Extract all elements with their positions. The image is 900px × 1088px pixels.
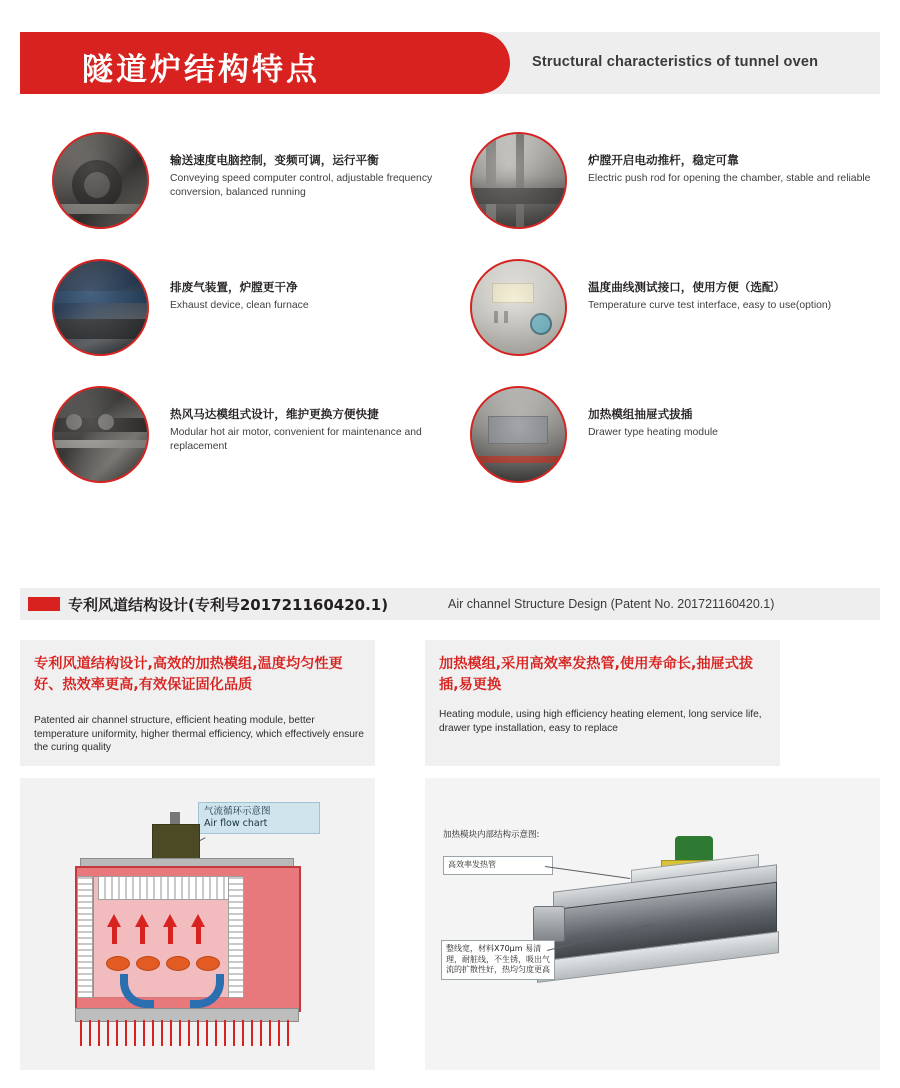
up-arrow-shaft <box>196 926 201 944</box>
up-arrow-head <box>135 914 149 927</box>
feature-item <box>470 386 890 506</box>
feature-text <box>588 279 888 313</box>
feature-photo <box>52 386 149 483</box>
callout-panel-air-channel <box>20 640 375 766</box>
product-item <box>136 956 160 971</box>
product-item <box>106 956 130 971</box>
up-arrow-head <box>107 914 121 927</box>
feature-text-en: Electric push rod for opening the chamber, stable and reliable <box>588 173 871 184</box>
feature-item <box>52 259 472 379</box>
feature-item <box>470 259 890 379</box>
blower-housing <box>533 906 565 942</box>
callout-leader-line <box>545 866 630 879</box>
feature-item <box>52 132 472 252</box>
material-description-label: 整线宽，材料X70μm 易清理，耐脏线，不生锈，吸出气流的扩散性好，热均匀度更高 <box>441 940 555 980</box>
page-title-cn: 隧道炉结构特点 <box>82 52 320 88</box>
feature-text-cn: 温度曲线测试接口，使用方便（选配） <box>588 280 786 294</box>
feature-text-en: Drawer type heating module <box>588 427 718 438</box>
up-arrow-head <box>163 914 177 927</box>
panel-text-en: Patented air channel structure, efficient heating module, better temperature uniformity, higher thermal efficiency, which effectively ensure the curing quality <box>34 715 364 753</box>
feature-text <box>170 152 470 199</box>
feature-text-cn: 热风马达模组式设计，维护更换方便快捷 <box>170 407 379 421</box>
up-arrow-head <box>191 914 205 927</box>
feature-text-cn: 炉膛开启电动推杆，稳定可靠 <box>588 153 739 167</box>
feature-photo <box>470 386 567 483</box>
red-marker-icon <box>28 597 60 611</box>
diagram-title-cn: 加热模块内部结构示意图: <box>443 830 540 840</box>
right-duct-grid <box>228 876 244 998</box>
up-arrow-shaft <box>112 926 117 944</box>
page-title-en: Structural characteristics of tunnel oven <box>532 54 819 70</box>
product-item <box>196 956 220 971</box>
panel-text-cn: 加热模组,采用高效率发热管,使用寿命长,抽屉式拔插,易更换 <box>439 656 754 693</box>
air-flow-callout-cn: 气流循环示意图 <box>204 806 271 817</box>
panel-text-en: Heating module, using high efficiency heating element, long service life, drawer type installation, easy to replace <box>439 709 762 734</box>
feature-text <box>170 406 470 453</box>
air-flow-diagram <box>20 778 375 1070</box>
upper-duct-grid <box>98 876 230 900</box>
motor-cap <box>675 836 713 860</box>
feature-text <box>588 152 888 186</box>
up-arrow-shaft <box>140 926 145 944</box>
air-flow-callout <box>198 802 320 834</box>
feature-photo <box>52 132 149 229</box>
feature-item <box>470 132 890 252</box>
left-duct-grid <box>77 876 93 998</box>
section-title-cn: 专利风道结构设计(专利号201721160420.1) <box>68 596 389 614</box>
feature-photo <box>470 259 567 356</box>
feature-text-en: Temperature curve test interface, easy to use(option) <box>588 300 832 311</box>
feature-photo <box>52 259 149 356</box>
air-flow-callout-en: Air flow chart <box>204 818 268 829</box>
feature-item <box>52 386 472 506</box>
motor-housing <box>152 824 200 862</box>
feature-text-cn: 输送速度电脑控制，变频可调，运行平衡 <box>170 153 379 167</box>
feature-photo <box>470 132 567 229</box>
feature-text-cn: 排废气装置，炉膛更干净 <box>170 280 298 294</box>
feature-text <box>588 406 888 440</box>
feature-text-en: Exhaust device, clean furnace <box>170 300 309 311</box>
panel-text-cn: 专利风道结构设计,高效的加热模组,温度均匀性更好、热效率更高,有效保证固化品质 <box>34 656 343 693</box>
feature-text-en: Modular hot air motor, convenient for maintenance and replacement <box>170 427 422 452</box>
heating-element-label: 高效率发热管 <box>443 856 553 875</box>
feature-text-en: Conveying speed computer control, adjustable frequency conversion, balanced running <box>170 173 433 198</box>
callout-panel-heating-module <box>425 640 780 766</box>
feature-text-cn: 加热模组抽屉式拔插 <box>588 407 693 421</box>
feature-text <box>170 279 470 313</box>
section-title-en: Air channel Structure Design (Patent No. 201721160420.1) <box>448 597 775 611</box>
page-header <box>20 32 880 94</box>
heater-elements <box>80 1020 295 1046</box>
product-item <box>166 956 190 971</box>
up-arrow-shaft <box>168 926 173 944</box>
heating-module-structure-diagram <box>425 778 880 1070</box>
section-header-air-channel <box>20 588 880 620</box>
